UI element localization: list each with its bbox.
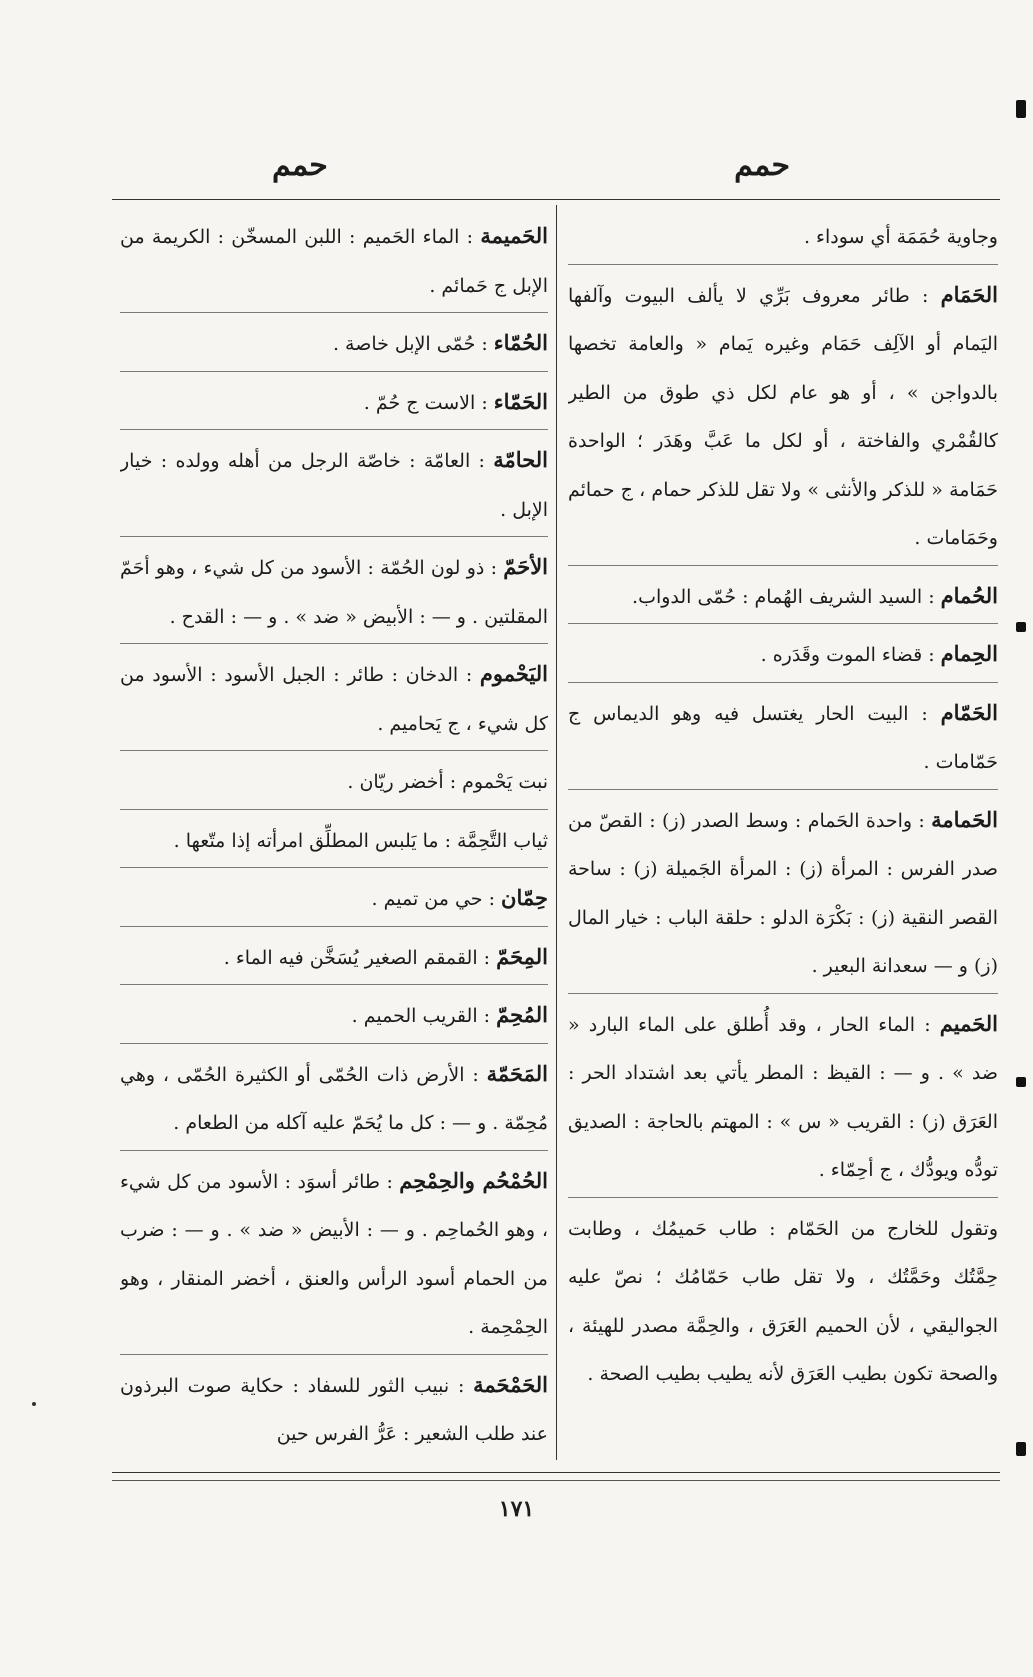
entry-headword: الحُمّاء — [493, 330, 548, 355]
dictionary-entry — [568, 689, 998, 790]
entry-headword: الحَمامة — [931, 806, 998, 832]
entry-headword: المِحَمّ — [496, 943, 548, 969]
entry-definition: : واحدة الحَمام : وسط الصدر (ز) : القصّ من صدر الفرس : المرأة (ز) : المرأة الجَميلة (ز) : ساحة القصر النقية (ز) : بَكْرَة الدلو : حلقة الباب : خيار المال (ز) و — سعدانة البعير . — [568, 809, 998, 977]
entry-definition: : البيت الحار يغتسل فيه وهو الديماس ج حَمّامات . — [568, 702, 998, 773]
entry-definition: : السيد الشريف الهُمام : حُمّى الدواب. — [632, 585, 935, 608]
entry-definition: : نبيب الثور للسفاد : حكاية صوت البرذون عند طلب الشعير : عَرُّ الفرس حين — [120, 1374, 548, 1445]
header-rule — [112, 199, 1000, 200]
entry-definition: : طائر معروف بَرِّي لا يألف البيوت وآلفها اليَمام أو الآلِف حَمَام وغيره يَمام « والعامة تخصها بالدواجن » ، أو هو عام لكل ذي طوق من الطير كالقُمْري والفاختة ، أو لكل ما عَبَّ وهَدَر ؛ الواحدة حَمَامة « للذكر والأنثى » ولا تقل للذكر حمام ، ج حمائم وحَمَامات . — [568, 284, 998, 549]
entry-definition: : العامّة : خاصّة الرجل من أهله وولده : خيار الإبل . — [120, 450, 548, 521]
column-divider — [556, 205, 557, 1460]
entry-definition: : حُمّى الإبل خاصة . — [332, 333, 488, 355]
entry-headword: الحَمّاء — [493, 388, 548, 414]
entry-definition: : القريب الحميم . — [351, 1005, 491, 1027]
entry-headword: الحامّة — [493, 447, 548, 472]
entry-definition: : القمقم الصغير يُسَخَّن فيه الماء . — [223, 946, 491, 969]
dictionary-entry — [568, 630, 998, 683]
entry-headword: الأحَمّ — [503, 554, 548, 579]
margin-mark — [1016, 622, 1026, 632]
dictionary-entry — [568, 1204, 998, 1401]
page-header — [112, 148, 1000, 190]
dictionary-entry — [120, 933, 548, 986]
entry-headword: الحُمام — [940, 582, 998, 608]
margin-mark — [1016, 1077, 1026, 1087]
entry-headword: الحَمّام — [940, 699, 998, 725]
dictionary-entry — [120, 378, 548, 431]
dictionary-entry — [120, 991, 548, 1044]
entry-definition: ثياب التَّحِمَّة : ما يَلبس المطلِّق امرأته إذا متّعها . — [173, 829, 548, 852]
page-number: ١٧١ — [498, 1496, 535, 1522]
dictionary-entry — [120, 874, 548, 927]
footer-rule — [112, 1472, 1000, 1473]
entry-definition: : الماء الحَميم : اللبن المسخّن : الكريمة من الإبل ج حَمائم . — [120, 226, 548, 297]
entry-headword: المَحَمّة — [486, 1060, 548, 1086]
entry-headword: الحِمام — [940, 641, 998, 666]
dictionary-entry — [120, 543, 548, 644]
entry-definition: وتقول للخارج من الحَمّام : طاب حَميمُك ، وطابت حِمَّتُك وحَمَّتُك ، ولا تقل طاب حَمّامُك ؛ نصّ عليه الجواليقي ، لأن الحميم العَرَق ، والحِمَّة مصدر للهيئة ، والصحة تكون بطيب العَرَق لأنه يطيب بطيب الصحة . — [568, 1217, 998, 1385]
running-head-left: حمم — [272, 148, 328, 183]
entry-definition: : حي من تميم . — [371, 888, 495, 910]
margin-mark — [1016, 100, 1026, 118]
dictionary-entry — [120, 1050, 548, 1151]
entry-headword: المُحِمّ — [496, 1002, 548, 1027]
dictionary-entry — [568, 271, 998, 566]
speck — [32, 1402, 36, 1406]
entry-definition: : الأرض ذات الحُمّى أو الكثيرة الحُمّى ، وهي مُحِمّة . و — : كل ما يُحَمّ عليه آكله من الطعام . — [120, 1063, 548, 1134]
entry-definition: : ذو لون الحُمّة : الأسود من كل شيء ، وهو أحَمّ المقلتين . و — : الأبيض « ضد » . و — : القدح . — [120, 557, 548, 628]
footer-rule-thin — [112, 1480, 1000, 1481]
entry-definition: نبت يَحْموم : أخضر ريّان . — [347, 771, 548, 793]
dictionary-entry — [120, 757, 548, 810]
dictionary-entry — [568, 796, 998, 994]
entry-headword: الحُمْحُم والحِمْحِم — [399, 1167, 548, 1193]
margin-mark — [1016, 1442, 1026, 1456]
entry-headword: الحَمَام — [940, 281, 998, 307]
right-column — [568, 212, 998, 1467]
entry-headword: الحَمْحَمة — [473, 1371, 548, 1397]
entry-headword: الحَميم — [939, 1010, 998, 1036]
dictionary-entry — [120, 650, 548, 751]
entry-definition: : الدخان : طائر : الجبل الأسود : الأسود من كل شيء ، ج يَحاميم . — [120, 664, 548, 735]
entry-definition: : قضاء الموت وقَدَره . — [760, 644, 935, 666]
entry-definition: : الماء الحار ، وقد أُطلق على الماء البارد « ضد » . و — : القيظ : المطر يأتي بعد اشتداد الحر : العَرَق (ز) : القريب « س » : المهتم بالحاجة : الصديق تودُّه ويودُّك ، ج أحِمّاء . — [568, 1013, 998, 1181]
dictionary-entry — [120, 1157, 548, 1355]
dictionary-entry — [120, 1361, 548, 1461]
dictionary-entry — [120, 436, 548, 537]
entry-headword: حِمّان — [501, 885, 548, 910]
left-column — [120, 212, 548, 1467]
entry-definition: وجاوية حُمَمَة أي سوداء . — [803, 226, 998, 248]
dictionary-entry — [568, 1000, 998, 1198]
dictionary-entry — [568, 212, 998, 265]
entry-definition: : طائر أسوَد : الأسود من كل شيء ، وهو الحُماحِم . و — : الأبيض « ضد » . و — : ضرب من الحمام أسود الرأس والعنق ، أخضر المنقار ، وهو الحِمْحِمة . — [120, 1170, 548, 1338]
dictionary-entry — [120, 319, 548, 372]
dictionary-entry — [120, 816, 548, 869]
entry-definition: : الاست ج حُمّ . — [363, 391, 488, 414]
dictionary-entry — [120, 212, 548, 313]
dictionary-entry — [568, 572, 998, 625]
entry-headword: الحَميمة — [480, 223, 548, 248]
running-head-right: حمم — [734, 148, 790, 183]
entry-headword: اليَحْموم — [479, 661, 548, 686]
